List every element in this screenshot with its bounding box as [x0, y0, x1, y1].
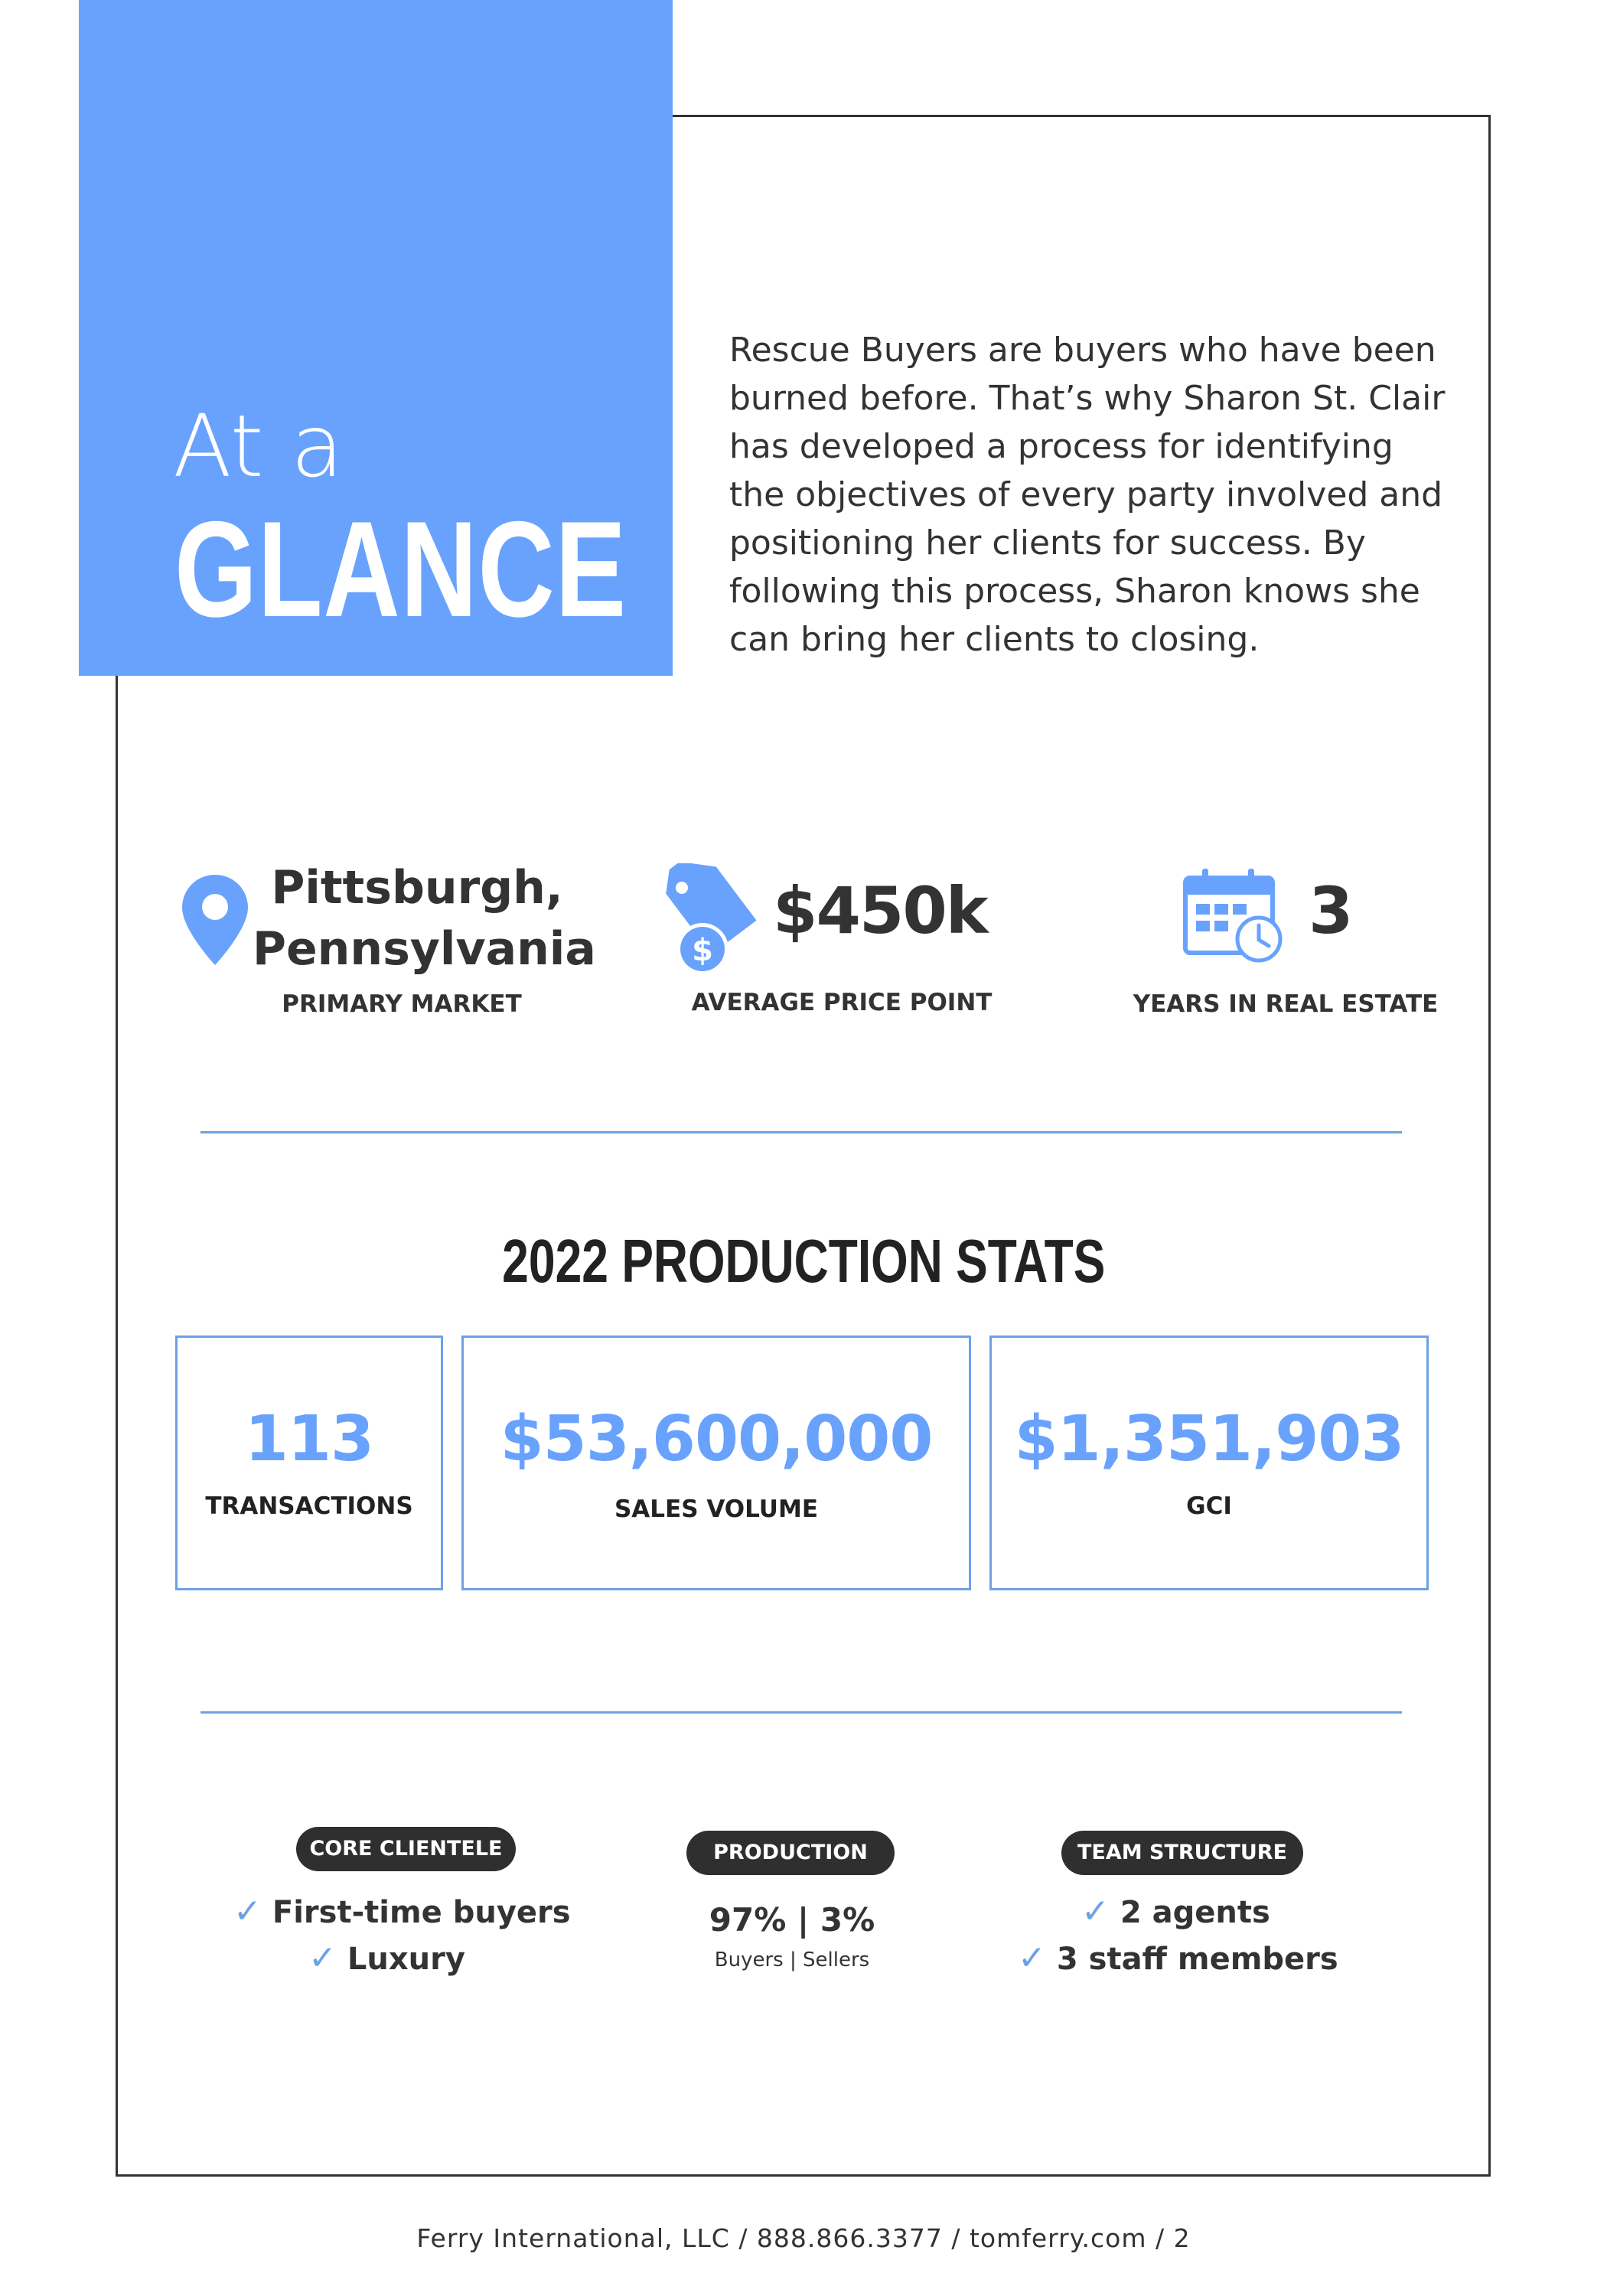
primary-market-label: PRIMARY MARKET — [282, 990, 522, 1018]
stat-card-label: SALES VOLUME — [614, 1495, 818, 1523]
svg-text:$: $ — [692, 933, 713, 968]
hero-block — [79, 0, 673, 676]
team-structure-pill: TEAM STRUCTURE — [1061, 1831, 1303, 1875]
stat-card-label: TRANSACTIONS — [205, 1492, 413, 1520]
check-icon: ✓ — [233, 1892, 262, 1931]
team-item — [1081, 1892, 1270, 1931]
team-item-text: 2 agents — [1120, 1895, 1270, 1930]
stat-card-gci — [989, 1336, 1429, 1590]
calendar-clock-icon — [1182, 867, 1286, 963]
clientele-item-text: Luxury — [347, 1942, 465, 1977]
divider-bottom — [200, 1711, 1402, 1714]
stat-card-transactions — [175, 1336, 443, 1590]
stat-card-label: GCI — [1186, 1492, 1232, 1520]
average-price-label: AVERAGE PRICE POINT — [691, 989, 993, 1016]
intro-paragraph: Rescue Buyers are buyers who have been burned before. That’s why Sharon St. Clair has developed a process for identifying the objectives of every party involved and positioning her clients for success. By following this process, Sharon knows she can bring her clients to closing. — [729, 331, 1446, 659]
team-item — [1018, 1939, 1338, 1978]
location-pin-icon — [182, 875, 248, 965]
footer-text: Ferry International, LLC / 888.866.3377 / tomferry.com / 2 — [416, 2223, 1191, 2253]
stat-card-value: 113 — [244, 1403, 374, 1476]
primary-market-line1: Pittsburgh, — [271, 861, 563, 915]
clientele-item — [233, 1892, 571, 1931]
check-icon: ✓ — [1018, 1939, 1046, 1978]
years-value: 3 — [1309, 873, 1354, 948]
clientele-item-text: First-time buyers — [272, 1895, 571, 1930]
price-tag-icon — [657, 863, 764, 975]
production-split-value: 97% | 3% — [709, 1901, 875, 1939]
divider-top — [200, 1131, 1402, 1133]
stat-card-value: $53,600,000 — [500, 1403, 933, 1476]
core-clientele-pill: CORE CLIENTELE — [296, 1827, 516, 1871]
hero-title-small: At a — [173, 397, 344, 497]
check-icon: ✓ — [1081, 1892, 1110, 1931]
production-stats-title — [0, 1227, 1607, 1295]
hero-title-large: GLANCE — [174, 493, 627, 645]
check-icon: ✓ — [308, 1939, 337, 1978]
average-price-value: $450k — [773, 873, 987, 948]
team-item-text: 3 staff members — [1056, 1942, 1338, 1977]
stat-card-value: $1,351,903 — [1014, 1403, 1404, 1476]
production-stats-title-text: 2022 PRODUCTION STATS — [501, 1227, 1106, 1295]
stat-card-sales-volume — [461, 1336, 971, 1590]
primary-market-line2: Pennsylvania — [253, 922, 596, 976]
clientele-item — [308, 1939, 465, 1978]
production-pill: PRODUCTION — [686, 1831, 895, 1875]
years-label: YEARS IN REAL ESTATE — [1133, 990, 1439, 1018]
production-split-caption: Buyers | Sellers — [714, 1949, 870, 1971]
